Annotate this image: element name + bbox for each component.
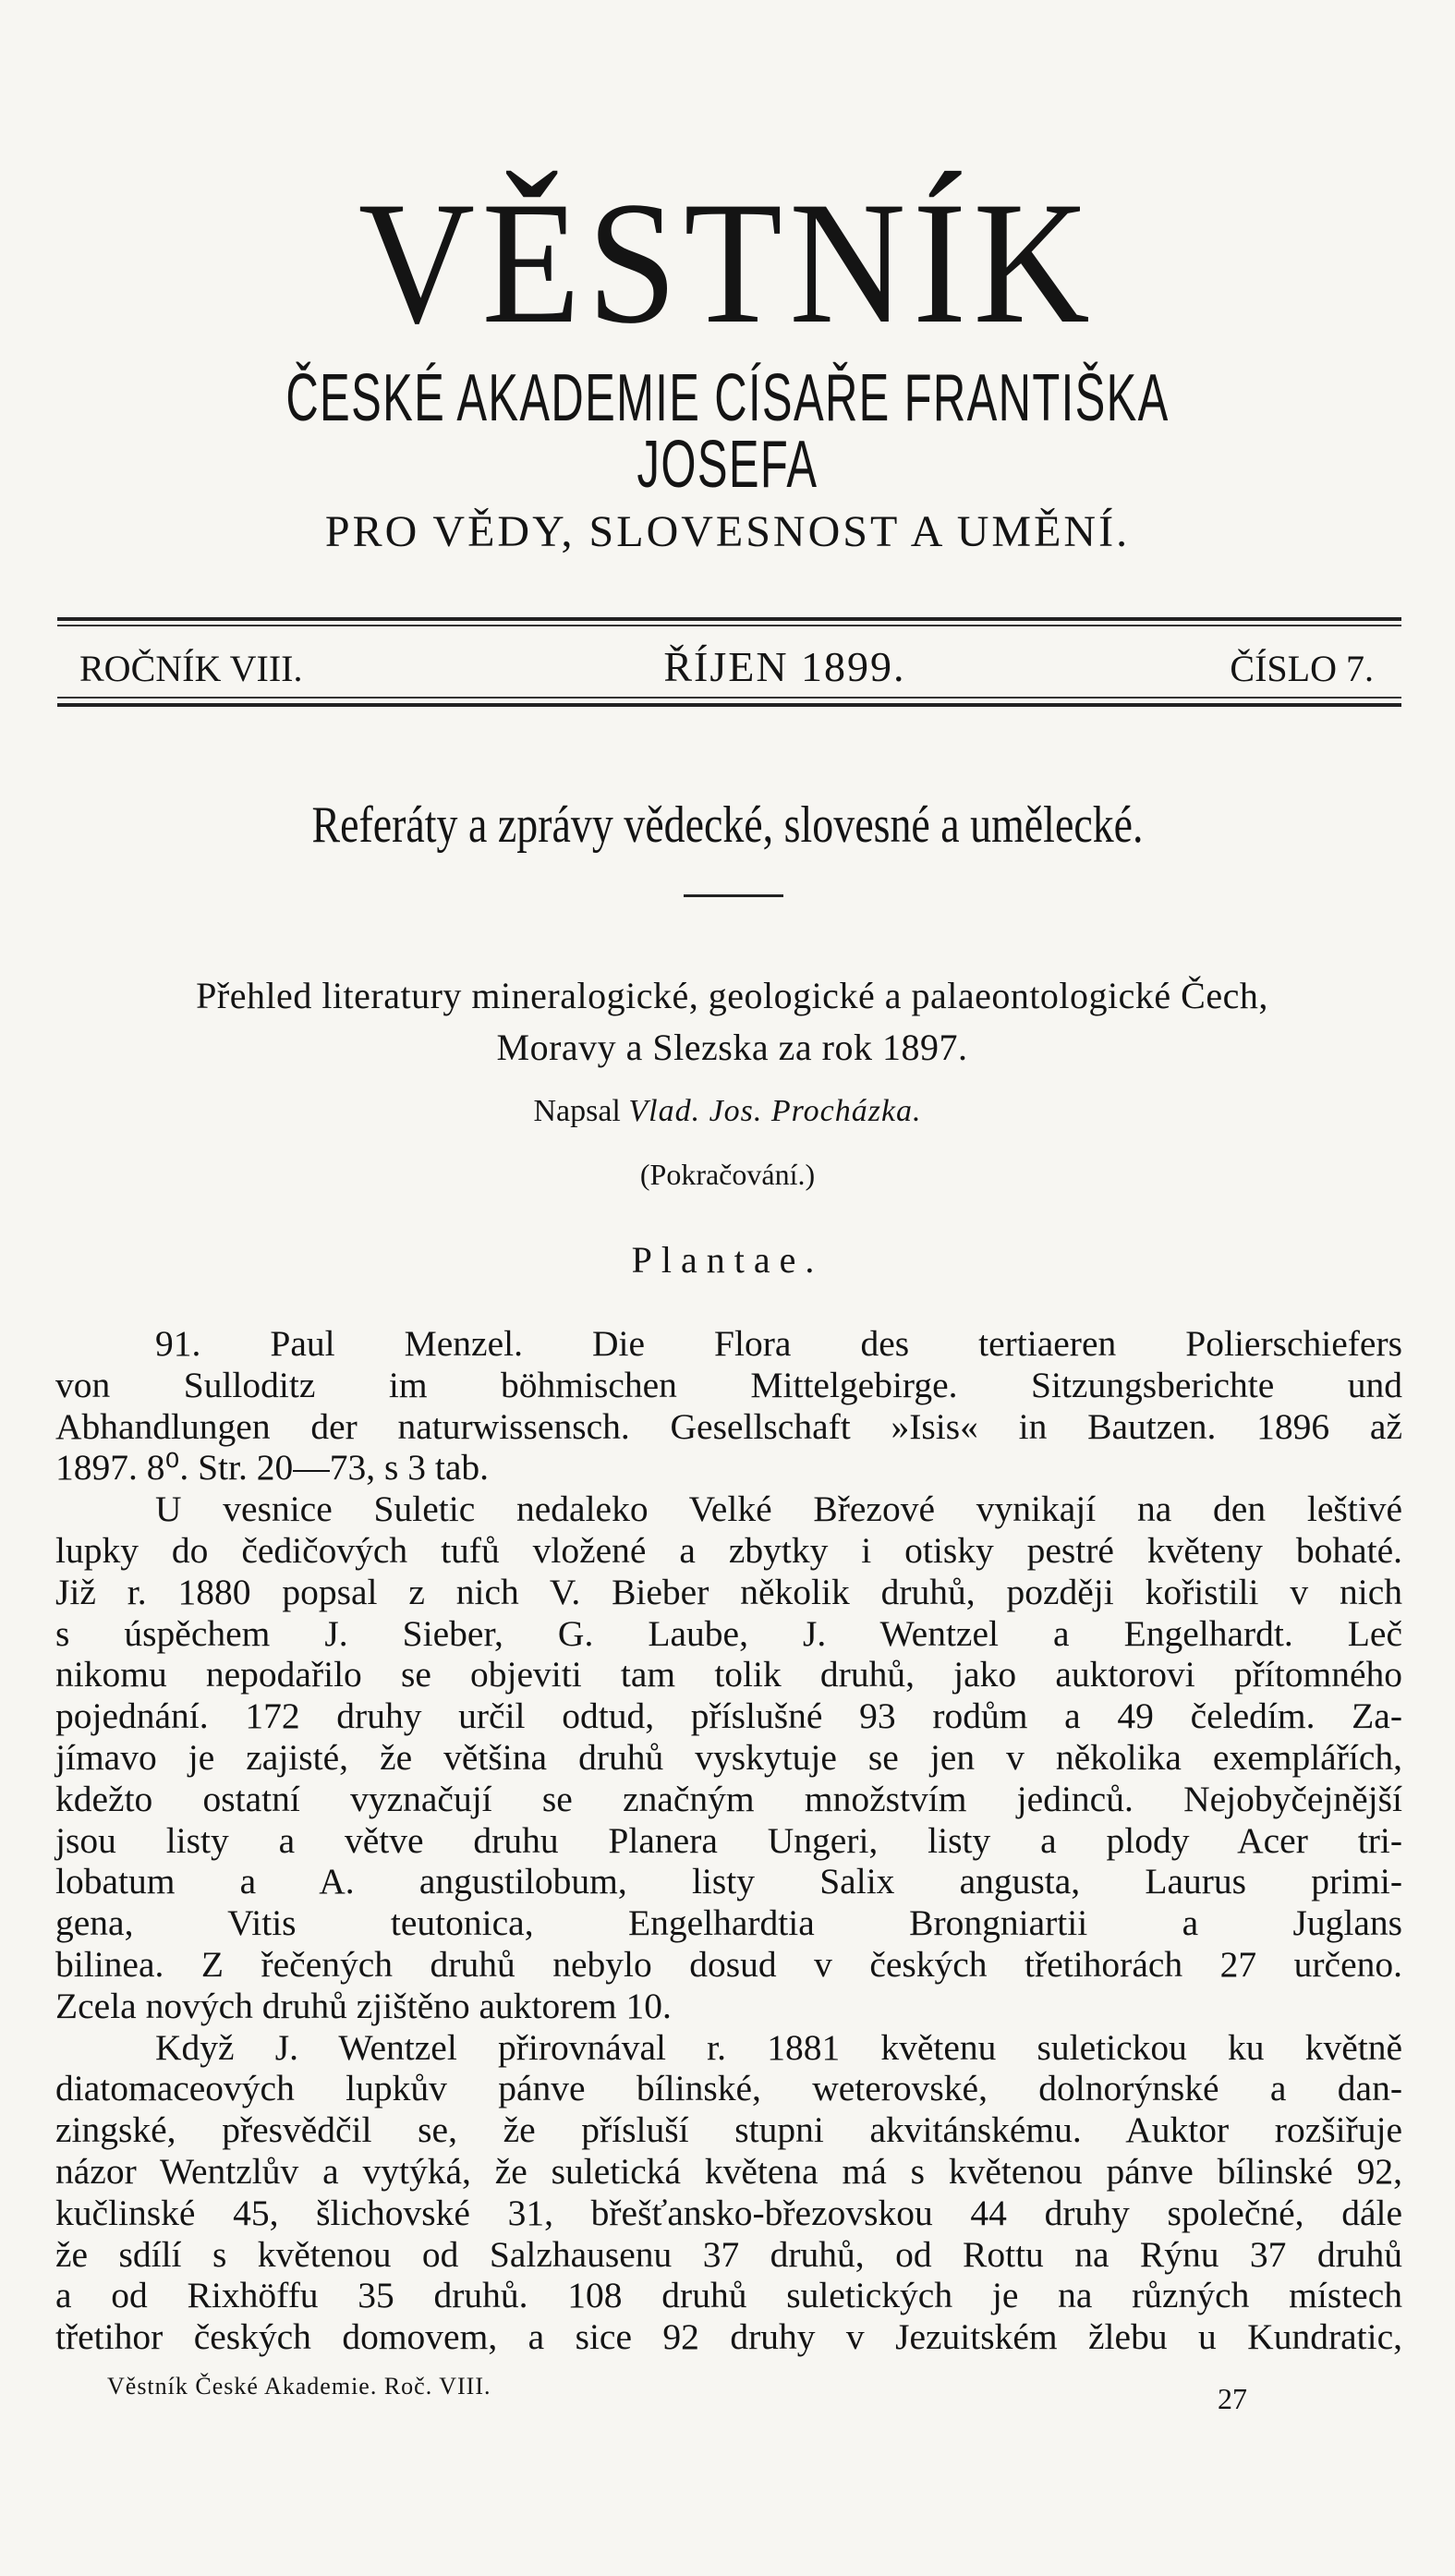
issue-rule-top-thin	[57, 625, 1401, 626]
body-line: jímavo je zajisté, že většina druhů vyskytuje se jen v několika exemplářích,	[55, 1736, 1402, 1778]
footer-journal-reference: Věstník České Akademie. Roč. VIII.	[107, 2373, 491, 2400]
body-line: U vesnice Suletic nedaleko Velké Březové vynikají na den leštivé	[155, 1488, 1402, 1530]
body-line: a od Rixhöffu 35 druhů. 108 druhů suletických je na různých místech	[55, 2275, 1402, 2316]
body-line: diatomaceových lupkův pánve bílinské, weterovské, dolnorýnské a dan-	[55, 2068, 1402, 2109]
issue-rule-bottom-thin	[57, 697, 1401, 699]
issue-volume: ROČNÍK VIII.	[79, 648, 303, 689]
continuation-note: (Pokračování.)	[639, 1158, 816, 1191]
body-line: názor Wentzlův a vytýká, že suletická květena má s květenou pánve bílinské 92,	[55, 2150, 1402, 2192]
body-line: 91. Paul Menzel. Die Flora des tertiaeren Polierschiefers	[155, 1323, 1402, 1364]
body-line: Zcela nových druhů zjištěno auktorem 10.	[55, 1985, 672, 2026]
page-number: 27	[1218, 2382, 1247, 2415]
body-line: lupky do čedičových tufů vložené a zbytky i otisky pestré květeny bohaté.	[55, 1529, 1402, 1571]
issue-rule-bottom	[57, 703, 1401, 707]
body-line: bilinea. Z řečených druhů nebylo dosud v českých třetihorách 27 určeno.	[55, 1943, 1402, 1985]
body-line: nikomu nepodařilo se objeviti tam tolik druhů, jako auktorovi přítomného	[55, 1654, 1402, 1695]
body-line: kučlinské 45, šlichovské 31, břešťansko-březovskou 44 druhy společné, dále	[55, 2192, 1402, 2233]
issue-date: ŘÍJEN 1899.	[663, 643, 906, 690]
article-title-line: Přehled literatury mineralogické, geologické a palaeontologické Čech,	[196, 975, 1268, 1016]
body-line: pojednání. 172 druhy určil odtud, příslušné 93 rodům a 49 čeledím. Za-	[55, 1695, 1402, 1737]
article-title-line: Moravy a Slezska za rok 1897.	[496, 1027, 968, 1068]
body-line: Když J. Wentzel přirovnával r. 1881 květenu suletickou ku květně	[155, 2026, 1402, 2068]
issue-info-row	[79, 642, 1374, 691]
body-line: lobatum a A. angustilobum, listy Salix angusta, Laurus primi-	[55, 1861, 1402, 1902]
article-author	[0, 1094, 1455, 1129]
body-line: 1897. 8⁰. Str. 20—73, s 3 tab.	[55, 1447, 490, 1488]
article-title	[54, 970, 1411, 1074]
body-line: třetihor českých domovem, a sice 92 druhy v Jezuitském žlebu u Kundratic,	[55, 2316, 1402, 2358]
body-line: Již r. 1880 popsal z nich V. Bieber několik druhů, později kořistili v nich	[55, 1571, 1402, 1612]
article-body	[55, 1323, 1402, 2358]
journal-subtitle-secondary: PRO VĚDY, SLOVESNOST A UMĚNÍ.	[324, 507, 1131, 556]
author-prefix: Napsal	[533, 1094, 621, 1128]
journal-subtitle: ČESKÉ AKADEMIE CÍSAŘE FRANTIŠKA JOSEFA	[285, 361, 1170, 502]
body-line: gena, Vitis teutonica, Engelhardtia Brongniartii a Juglans	[55, 1902, 1402, 1944]
body-line: zingské, přesvědčil se, že přísluší stupni akvitánskému. Auktor rozšiřuje	[55, 2109, 1402, 2151]
body-line: že sdílí s květenou od Salzhausenu 37 druhů, od Rottu na Rýnu 37 druhů	[55, 2233, 1402, 2275]
section-divider	[684, 894, 783, 897]
body-line: Abhandlungen der naturwissensch. Gesellschaft »Isis« in Bautzen. 1896 až	[55, 1405, 1402, 1447]
subsection-heading: Plantae.	[631, 1239, 824, 1281]
body-line: kdežto ostatní vyznačují se značným množstvím jedinců. Nejobyčejnější	[55, 1778, 1402, 1819]
body-line: s úspěchem J. Sieber, G. Laube, J. Wentzel a Engelhardt. Leč	[55, 1612, 1402, 1654]
section-title: Referáty a zprávy vědecké, slovesné a umělecké.	[311, 796, 1144, 854]
body-line: von Sulloditz im böhmischen Mittelgebirge. Sitzungsberichte und	[55, 1364, 1402, 1405]
issue-rule-top	[57, 617, 1401, 621]
author-name: Vlad. Jos. Procházka.	[628, 1094, 922, 1128]
journal-title: VĚSTNÍK	[358, 166, 1097, 360]
body-line: jsou listy a větve druhu Planera Ungeri, listy a plody Acer tri-	[55, 1819, 1402, 1861]
issue-number: ČÍSLO 7.	[1230, 648, 1374, 689]
